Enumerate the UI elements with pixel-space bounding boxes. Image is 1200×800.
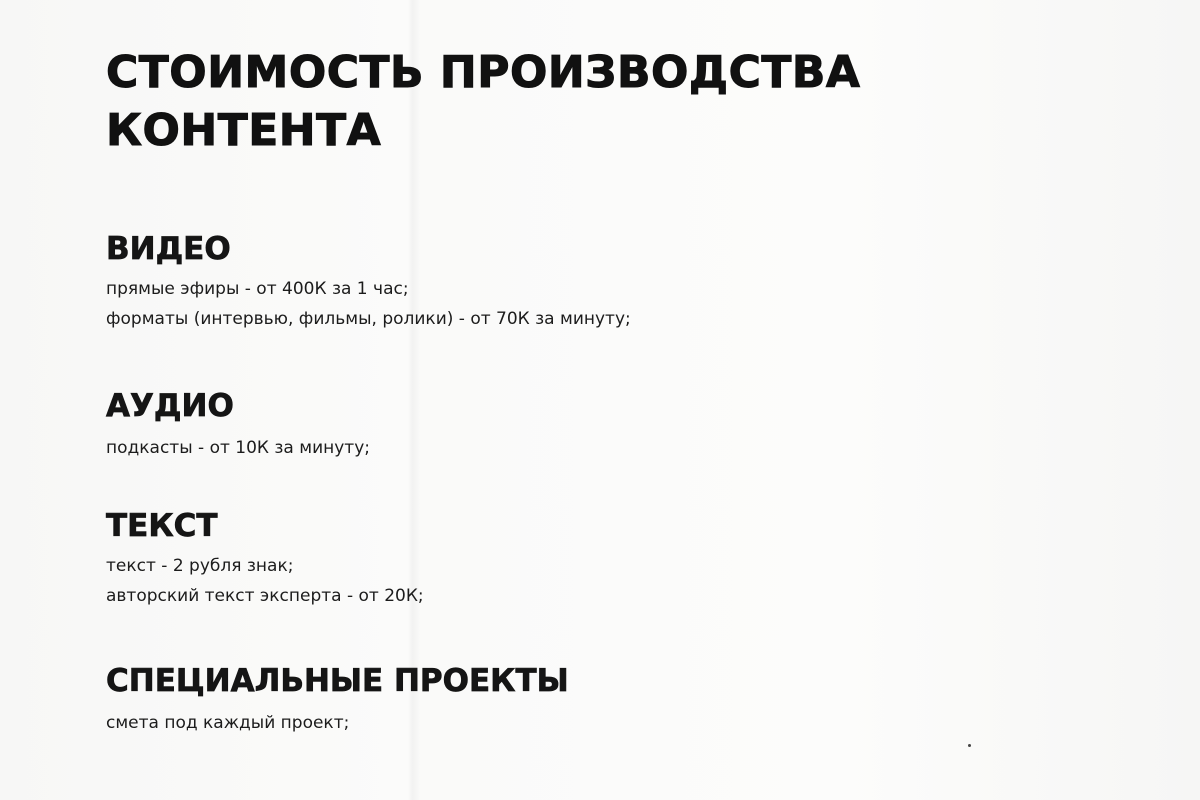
document-content xyxy=(106,44,1106,733)
price-line-formats: форматы (интервью, фильмы, ролики) - от 70К за минуту; xyxy=(106,309,631,329)
price-line-expert-text: авторский текст эксперта - от 20К; xyxy=(106,586,424,606)
page-title-line-1: СТОИМОСТЬ ПРОИЗВОДСТВА xyxy=(106,47,861,98)
price-line-text: текст - 2 рубля знак; xyxy=(106,556,294,576)
section-heading-text: ТЕКСТ xyxy=(106,508,218,544)
price-line-podcasts: подкасты - от 10К за минуту; xyxy=(106,438,370,458)
section-heading-audio: АУДИО xyxy=(106,388,234,424)
section-text xyxy=(106,507,424,611)
page-title xyxy=(106,44,1106,160)
section-video xyxy=(106,230,631,334)
section-heading-video: ВИДЕО xyxy=(106,231,231,267)
paper-speck xyxy=(968,744,971,747)
section-heading-special-projects: СПЕЦИАЛЬНЫЕ ПРОЕКТЫ xyxy=(106,663,569,699)
section-lines-special-projects xyxy=(106,708,569,738)
section-lines-audio xyxy=(106,433,370,463)
section-lines-video xyxy=(106,274,631,334)
section-special-projects xyxy=(106,662,569,738)
price-line-estimate: смета под каждый проект; xyxy=(106,713,350,733)
section-audio xyxy=(106,387,370,463)
page-title-line-2: КОНТЕНТА xyxy=(106,105,382,156)
section-lines-text xyxy=(106,551,424,611)
price-line-live-streams: прямые эфиры - от 400К за 1 час; xyxy=(106,279,409,299)
